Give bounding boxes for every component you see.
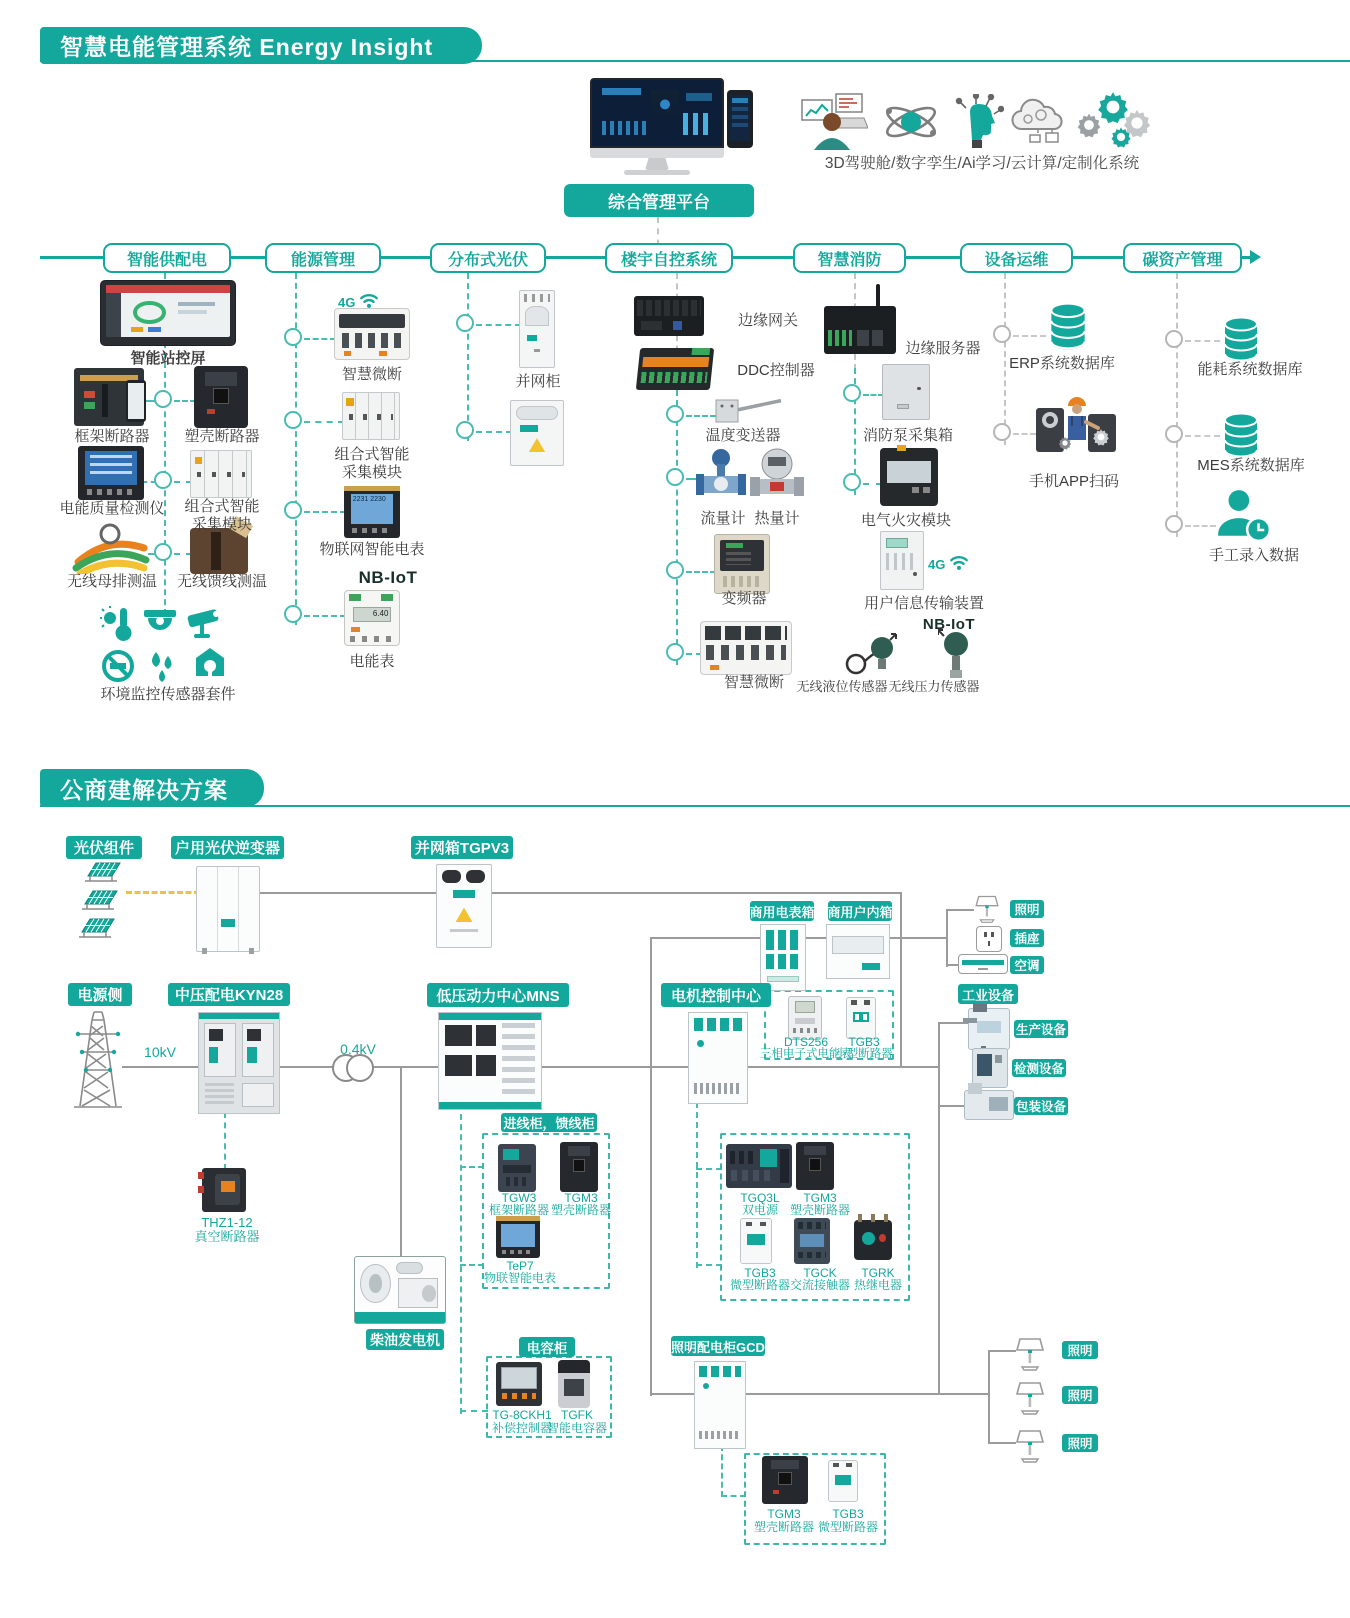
- node-dot: [843, 384, 861, 402]
- item-label: 智慧微断: [723, 674, 784, 691]
- socket-icon: [976, 926, 1002, 952]
- item-label: 框架断路器: [74, 428, 150, 445]
- custom-system-gears-icon: [1076, 90, 1158, 150]
- node-dot: [284, 501, 302, 519]
- badge-light1: 照明: [1062, 1341, 1098, 1359]
- item-label: 智能站控屏: [130, 350, 206, 367]
- tgm3-image: [796, 1142, 834, 1190]
- iot-smart-meter-image: 2231 2230: [344, 486, 400, 538]
- inverter-image: [196, 866, 260, 952]
- item-label: 电气火灾模块: [860, 512, 951, 529]
- mns-cabinet-image: [438, 1012, 542, 1110]
- indoor-box-image: [826, 924, 890, 979]
- wire: [900, 892, 902, 1068]
- dashed-connector: [696, 1102, 698, 1268]
- item-label: 能耗系统数据库: [1197, 361, 1303, 378]
- connector: [1185, 435, 1220, 437]
- edge-server-image: [824, 306, 896, 354]
- category-smart-power: 智能供配电: [103, 243, 231, 273]
- nbiot-logo: NB-IoT: [922, 616, 976, 633]
- badge-cap: 电容柜: [519, 1337, 575, 1357]
- wire: [806, 937, 828, 939]
- production-machine-image: [968, 1008, 1010, 1050]
- column-line: [295, 273, 297, 625]
- wire: [988, 1350, 1016, 1352]
- heat-meter-image: [750, 446, 804, 502]
- item-label: DDC控制器: [737, 362, 815, 379]
- part-label: TeP7: [506, 1259, 534, 1273]
- tgck-image: [794, 1218, 830, 1264]
- grid-tie-cabinet-image: [519, 290, 555, 368]
- kyn28-cabinet-image: [198, 1012, 280, 1114]
- meter-box-image: [760, 924, 806, 991]
- item-label: ERP系统数据库: [1009, 355, 1115, 372]
- part-label: TGFK: [561, 1408, 593, 1422]
- item-label: 组合式智能采集模块: [184, 498, 260, 534]
- part-label: DTS256: [783, 1035, 829, 1049]
- item-label: 电能表: [349, 653, 395, 670]
- badge-inverter: 户用光伏逆变器: [171, 836, 284, 859]
- connector: [686, 415, 716, 417]
- manual-entry-icon: [1214, 486, 1272, 544]
- transmission-tower-icon: [70, 1006, 126, 1110]
- part-label: 补偿控制器: [492, 1421, 553, 1435]
- part-label: 真空断路器: [194, 1229, 260, 1244]
- solar-panel-icon: [73, 888, 119, 912]
- combo-module-image: [190, 450, 252, 498]
- lamp-icon: [1014, 1380, 1046, 1416]
- lamp-icon: [1014, 1428, 1046, 1464]
- pressure-sensor-image: [938, 626, 974, 682]
- item-label: 组合式智能采集模块: [334, 446, 410, 482]
- node-dot: [666, 561, 684, 579]
- section1-header: 智慧电能管理系统 Energy Insight: [40, 27, 482, 64]
- dts256-image: [788, 996, 822, 1040]
- wire: [938, 1105, 966, 1107]
- badge-pv: 光伏组件: [66, 836, 142, 859]
- connector: [1185, 525, 1216, 527]
- gcd-cabinet-image: [694, 1361, 746, 1449]
- node-dot: [284, 605, 302, 623]
- power-quality-meter-image: [78, 446, 144, 500]
- dashboard-monitor-image: [590, 78, 724, 148]
- node-dot: [154, 543, 172, 561]
- category-device-ops: 设备运维: [960, 243, 1073, 273]
- lamp-icon: [1014, 1336, 1046, 1372]
- column-line: [676, 390, 678, 665]
- packing-machine-image: [964, 1090, 1014, 1120]
- item-label: 无线母排测温: [66, 573, 157, 590]
- lamp-bracket: [988, 1350, 990, 1444]
- section2-header: 公商建解决方案: [40, 769, 264, 807]
- badge-light2: 照明: [1062, 1386, 1098, 1404]
- wire: [650, 937, 652, 1396]
- badge-lighting: 照明: [1010, 900, 1044, 918]
- tgm3-image: [762, 1456, 808, 1504]
- item-label: MES系统数据库: [1197, 457, 1305, 474]
- category-building-automation: 楼宇自控系统: [605, 243, 733, 273]
- connector: [1013, 433, 1036, 435]
- solar-dc-line: [126, 891, 200, 894]
- item-label: 智慧微断: [341, 366, 402, 383]
- 4g-signal-icon: [338, 286, 394, 310]
- mcc-cabinet-image: [688, 1012, 748, 1104]
- user-info-transmitter-image: [880, 531, 924, 590]
- part-label: 三相电子式电能表: [760, 1048, 852, 1060]
- node-dot: [1165, 330, 1183, 348]
- connector: [1013, 335, 1046, 337]
- item-label: 无线压力传感器: [888, 679, 980, 694]
- part-label: TGB3: [832, 1507, 864, 1521]
- tgrk-image: [854, 1220, 892, 1260]
- feeder-temp-sensor-image: [190, 528, 248, 574]
- dashed-connector: [696, 1168, 722, 1170]
- connector: [304, 615, 346, 617]
- category-smart-fire: 智慧消防: [793, 243, 906, 273]
- energy-meter-image: 6.40: [344, 590, 400, 646]
- category-distributed-pv: 分布式光伏: [430, 243, 546, 273]
- part-label: 微型断路器: [817, 1520, 878, 1534]
- part-label: TGCK: [803, 1266, 837, 1280]
- lamp-icon: [972, 894, 1002, 924]
- badge-source: 电源侧: [68, 983, 132, 1006]
- connector: [476, 431, 512, 433]
- badge-meterbox: 商用电表箱: [750, 901, 814, 921]
- dashed-connector: [721, 1495, 746, 1497]
- node-dot: [993, 325, 1011, 343]
- connector: [863, 394, 884, 396]
- badge-industrial: 工业设备: [958, 984, 1018, 1004]
- grid-connection-box-image: [510, 400, 564, 466]
- tgb3-image: [740, 1218, 772, 1264]
- part-label: 框架断路器: [488, 1203, 549, 1217]
- wire: [260, 892, 438, 894]
- badge-gcd: 照明配电柜GCD: [671, 1336, 765, 1356]
- part-label: 双电源: [741, 1203, 778, 1217]
- dashed-connector: [721, 1445, 723, 1497]
- part-label: TG-8CKH1: [492, 1408, 552, 1422]
- node-dot: [666, 405, 684, 423]
- dashed-connector: [224, 1112, 226, 1170]
- solar-panel-icon: [76, 860, 122, 884]
- erp-database-icon: [1044, 302, 1092, 352]
- feeder-line: [938, 1022, 940, 1395]
- part-label: THZ1-12: [201, 1215, 253, 1230]
- phone-image: [727, 90, 753, 148]
- smart-micro-breaker-image: [700, 621, 792, 675]
- nbiot-logo: NB-IoT: [358, 568, 418, 587]
- badge-ac: 空调: [1010, 956, 1044, 974]
- energy-database-icon: [1218, 316, 1264, 364]
- badge-mv: 中压配电KYN28: [168, 983, 290, 1006]
- item-label: 用户信息传输装置: [863, 595, 984, 612]
- tep7-image: [496, 1216, 540, 1258]
- badge-light3: 照明: [1062, 1434, 1098, 1452]
- mccb-breaker-image: [194, 366, 248, 428]
- part-label: 交流接触器: [789, 1278, 850, 1292]
- wire: [888, 937, 948, 939]
- phone-app-image: [126, 380, 146, 422]
- node-dot: [1165, 425, 1183, 443]
- dashed-connector: [460, 1264, 484, 1266]
- voltage-04kv: 0.4kV: [340, 1041, 376, 1057]
- combo-module-image: [342, 392, 400, 440]
- station-screen-image: [100, 280, 236, 346]
- 3d-cockpit-icon: [800, 90, 868, 150]
- node-dot: [284, 411, 302, 429]
- grid-box-tgpv3-image: [436, 864, 492, 948]
- solar-panel-icon: [70, 916, 116, 940]
- 4g-signal-icon: [928, 548, 978, 572]
- part-label: TGW3: [501, 1191, 537, 1205]
- mes-database-icon: [1218, 412, 1264, 460]
- part-label: TGB3: [848, 1035, 880, 1049]
- part-label: 物联智能电表: [483, 1271, 556, 1285]
- item-label: 电能质量检测仪: [59, 500, 165, 517]
- cloud-computing-icon: [1008, 97, 1070, 145]
- level-sensor-image: [844, 632, 900, 680]
- part-label: TGM3: [767, 1507, 801, 1521]
- electrical-fire-module-image: [880, 448, 938, 506]
- item-label: 流量计: [700, 510, 746, 527]
- monitor-chin: [590, 148, 724, 158]
- genset-image: [354, 1256, 446, 1324]
- digital-twin-atom-icon: [882, 97, 940, 147]
- part-label: 小型断路器: [835, 1048, 893, 1060]
- badge-test: 检测设备: [1012, 1059, 1066, 1077]
- item-label: 无线馈线测温: [176, 573, 267, 590]
- item-label: 物联网智能电表: [319, 541, 425, 558]
- node-dot: [843, 473, 861, 491]
- item-label: 并网柜: [515, 373, 561, 390]
- item-label: 变频器: [721, 590, 767, 607]
- part-label: TGRK: [861, 1266, 895, 1280]
- wire: [492, 892, 902, 894]
- wire: [650, 1393, 696, 1395]
- part-label: 微型断路器: [729, 1278, 790, 1292]
- part-label: TGM3: [803, 1191, 837, 1205]
- node-dot: [666, 468, 684, 486]
- ai-learning-icon: [946, 94, 1004, 148]
- worker-scan-icon: [1034, 388, 1118, 462]
- connector: [304, 511, 346, 513]
- tgb3-image: [828, 1460, 858, 1502]
- item-label: 消防泵采集箱: [862, 427, 953, 444]
- badge-indoorbox: 商用户内箱: [828, 901, 892, 921]
- connector: [476, 324, 521, 326]
- badge-socket: 插座: [1010, 929, 1044, 947]
- badge-prod: 生产设备: [1014, 1020, 1068, 1038]
- item-label: 无线液位传感器: [796, 679, 888, 694]
- dashed-connector: [696, 1264, 722, 1266]
- item-label: 手工录入数据: [1208, 547, 1299, 564]
- connector: [174, 400, 196, 402]
- ac-icon: [958, 954, 1008, 974]
- temp-transmitter-image: [714, 392, 782, 424]
- part-label: 塑壳断路器: [550, 1203, 611, 1217]
- item-label: 环境监控传感器套件: [100, 686, 236, 703]
- tgm3-image: [560, 1142, 598, 1192]
- item-label: 热量计: [754, 510, 800, 527]
- dashed-connector: [460, 1410, 488, 1412]
- part-label: 塑壳断路器: [789, 1203, 850, 1217]
- badge-genset: 柴油发电机: [366, 1329, 444, 1350]
- badge-pack: 包装设备: [1014, 1097, 1068, 1115]
- tech-caption: 3D驾驶舱/数字孪生/Ai学习/云计算/定制化系统: [824, 155, 1140, 172]
- badge-incoming: 进线柜，馈线柜: [501, 1113, 597, 1132]
- flow-arrow: [1250, 250, 1261, 264]
- node-dot: [154, 390, 172, 408]
- monitor-stand: [645, 158, 669, 170]
- badge-lv: 低压动力中心MNS: [427, 983, 569, 1007]
- genset-line: [400, 1066, 402, 1258]
- item-label: 边缘网关: [737, 312, 798, 329]
- badge-mcc: 电机控制中心: [661, 983, 771, 1007]
- wire: [746, 1393, 990, 1395]
- fire-pump-box-image: [882, 364, 930, 420]
- connector: [1185, 340, 1220, 342]
- wire: [652, 937, 764, 939]
- flow-meter-image: [696, 448, 746, 504]
- node-dot: [1165, 515, 1183, 533]
- connector: [304, 421, 344, 423]
- badge-gridbox: 并网箱TGPV3: [411, 836, 513, 859]
- smart-micro-breaker-image: [334, 308, 410, 360]
- tgb3-small-image: [846, 997, 876, 1039]
- part-label: 智能电容器: [547, 1421, 608, 1435]
- node-dot: [993, 423, 1011, 441]
- node-dot: [284, 328, 302, 346]
- item-label: 塑壳断路器: [184, 428, 260, 445]
- part-label: 塑壳断路器: [753, 1520, 814, 1534]
- node-dot: [456, 421, 474, 439]
- part-label: TGB3: [744, 1266, 776, 1280]
- node-dot: [154, 471, 172, 489]
- 4g-label: 4G: [338, 295, 356, 310]
- item-label: 手机APP扫码: [1028, 473, 1119, 490]
- tgw3-image: [498, 1144, 536, 1192]
- connector: [304, 338, 336, 340]
- dashed-connector: [460, 1166, 484, 1168]
- wire: [988, 1442, 1016, 1444]
- edge-gateway-image: [634, 296, 704, 336]
- column-line: [1176, 273, 1178, 537]
- item-label: 边缘服务器: [905, 340, 981, 357]
- vfd-image: [714, 534, 770, 594]
- busbar-temp-sensor-image: [72, 522, 152, 574]
- thz-breaker-image: [202, 1168, 246, 1212]
- part-label: 热继电器: [853, 1278, 902, 1292]
- tg8ckh1-image: [496, 1362, 542, 1406]
- part-label: TGM3: [564, 1191, 598, 1205]
- appliance-bracket: [946, 909, 948, 967]
- node-dot: [666, 643, 684, 661]
- tgq3l-image: [726, 1144, 792, 1188]
- category-energy-mgmt: 能源管理: [265, 243, 381, 273]
- 4g-label: 4G: [928, 557, 946, 572]
- wire: [946, 909, 974, 911]
- category-carbon-asset: 碳资产管理: [1123, 243, 1242, 273]
- monitor-base: [624, 170, 690, 175]
- node-dot: [456, 314, 474, 332]
- ddc-controller-image: [636, 348, 714, 390]
- part-label: TGQ3L: [740, 1191, 780, 1205]
- platform-badge: 综合管理平台: [564, 184, 754, 217]
- voltage-10kv: 10kV: [144, 1044, 176, 1060]
- column-line: [467, 273, 469, 441]
- item-label: 温度变送器: [705, 427, 781, 444]
- environment-sensors-icon: [100, 606, 230, 684]
- connector: [686, 571, 716, 573]
- tgfk-image: [558, 1360, 590, 1408]
